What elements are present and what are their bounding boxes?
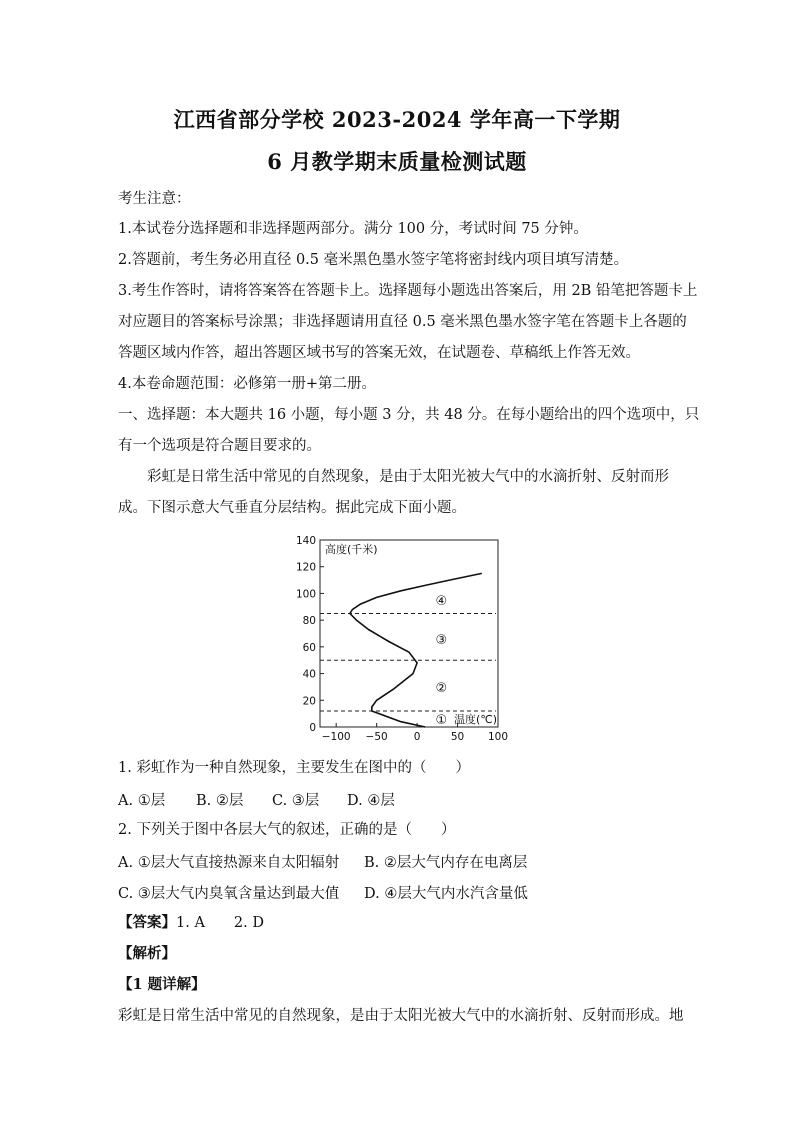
- y-tick-label: 100: [295, 588, 316, 601]
- notice-heading: 考生注意：: [118, 191, 191, 207]
- notice-item: 对应题目的答案标号涂黑；非选择题请用直径 0.5 毫米黑色墨水签字笔在答题卡上各题的: [118, 314, 687, 330]
- y-tick-label: 20: [302, 695, 316, 708]
- question-2-option-a[interactable]: A. ①层大气直接热源来自太阳辐射: [118, 855, 340, 871]
- x-tick-label: −100: [321, 731, 351, 743]
- layer-label: ①: [435, 712, 448, 728]
- question-1-stem: 1. 彩虹作为一种自然现象，主要发生在图中的（ ）: [118, 760, 470, 776]
- notice-item: 4.本卷命题范围：必修第一册+第二册。: [118, 376, 376, 392]
- question-1-option-c[interactable]: C. ③层: [272, 793, 320, 809]
- x-tick-label: 100: [487, 731, 509, 743]
- question-2-option-d[interactable]: D. ④层大气内水汽含量低: [364, 886, 528, 902]
- analysis-label: 【解析】: [118, 945, 176, 962]
- chart-frame: [320, 540, 498, 727]
- chart-svg: [290, 530, 509, 745]
- layer-label: ④: [435, 594, 448, 610]
- layer-label: ②: [435, 680, 448, 696]
- question-1-option-b[interactable]: B. ②层: [196, 793, 244, 809]
- notice-item: 2.答题前，考生务必用直径 0.5 毫米黑色墨水签字笔将密封线内项目填写清楚。: [118, 252, 629, 268]
- question-2-option-b[interactable]: B. ②层大气内存在电离层: [364, 855, 528, 871]
- temperature-curve: [350, 573, 482, 727]
- document-title-line2: 6 月教学期末质量检测试题: [267, 149, 527, 174]
- section-instructions-cont: 有一个选项是符合题目要求的。: [118, 438, 321, 454]
- question-2-stem: 2. 下列关于图中各层大气的叙述，正确的是（ ）: [118, 822, 456, 838]
- question-1-option-d[interactable]: D. ④层: [347, 793, 395, 809]
- answer-label: 【答案】: [118, 914, 176, 931]
- notice-item: 1.本试卷分选择题和非选择题两部分。满分 100 分，考试时间 75 分钟。: [118, 221, 588, 237]
- y-axis-label: 高度(千米): [325, 543, 378, 556]
- y-tick-label: 120: [295, 561, 316, 574]
- atmosphere-layer-chart: [290, 530, 509, 745]
- y-tick-label: 40: [302, 668, 316, 681]
- passage-line: 成。下图示意大气垂直分层结构。据此完成下面小题。: [118, 500, 466, 516]
- y-tick-label: 140: [295, 535, 316, 547]
- analysis-text: 彩虹是日常生活中常见的自然现象，是由于太阳光被大气中的水滴折射、反射而形成。地: [118, 1008, 684, 1024]
- question-2-option-c[interactable]: C. ③层大气内臭氧含量达到最大值: [118, 886, 340, 902]
- section-instructions: 一、选择题：本大题共 16 小题，每小题 3 分，共 48 分。在每小题给出的四个选项中，只: [118, 407, 700, 423]
- x-tick-label: 0: [413, 731, 421, 743]
- document-title-line1: 江西省部分学校 2023-2024 学年高一下学期: [173, 107, 621, 132]
- y-tick-label: 80: [302, 615, 316, 628]
- layer-label: ③: [435, 632, 448, 648]
- answer-text: 1. A 2. D: [176, 915, 264, 931]
- x-tick-label: 50: [450, 731, 465, 743]
- notice-item: 3.考生作答时，请将答案答在答题卡上。选择题每小题选出答案后，用 2B 铅笔把答题卡上: [118, 283, 698, 299]
- x-axis-label: 温度(℃): [454, 712, 497, 726]
- passage-line: 彩虹是日常生活中常见的自然现象，是由于太阳光被大气中的水滴折射、反射而形: [147, 469, 669, 485]
- notice-item: 答题区域内作答，超出答题区域书写的答案无效，在试题卷、草稿纸上作答无效。: [118, 345, 640, 361]
- question-1-option-a[interactable]: A. ①层: [118, 793, 166, 809]
- detail-label: 【1 题详解】: [118, 976, 206, 993]
- y-tick-label: 0: [309, 722, 316, 734]
- y-tick-label: 60: [302, 641, 316, 654]
- x-tick-label: −50: [365, 731, 388, 743]
- answer-line: [118, 913, 678, 933]
